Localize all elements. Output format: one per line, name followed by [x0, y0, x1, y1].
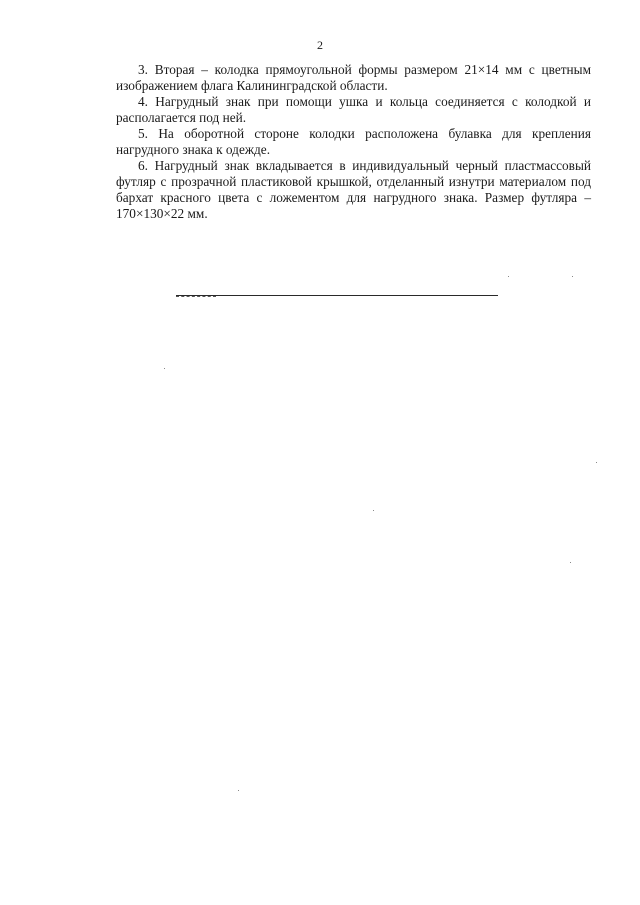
end-of-text-divider	[176, 295, 498, 296]
scan-speck	[596, 462, 597, 463]
paragraph-4: 4. Нагрудный знак при помощи ушка и кольца соединяется с колодкой и располагается под ней.	[116, 94, 591, 125]
document-body	[116, 62, 591, 222]
scan-speck	[508, 276, 509, 277]
scan-speck	[238, 790, 239, 791]
divider-scan-artifact	[176, 296, 216, 297]
paragraph-3: 3. Вторая – колодка прямоугольной формы размером 21×14 мм с цветным изображением флага Калининградской области.	[116, 62, 591, 93]
scan-speck	[164, 368, 165, 369]
scan-speck	[373, 510, 374, 511]
paragraph-5: 5. На оборотной стороне колодки расположена булавка для крепления нагрудного знака к одежде.	[116, 126, 591, 157]
paragraph-6: 6. Нагрудный знак вкладывается в индивидуальный черный пластмассовый футляр с прозрачной пластиковой крышкой, отделанный изнутри материалом под бархат красного цвета с ложементом для нагрудного знака. Размер футляра – 170×130×22 мм.	[116, 158, 591, 221]
page-number: 2	[317, 38, 323, 52]
scan-speck	[572, 276, 573, 277]
scan-speck	[570, 562, 571, 563]
